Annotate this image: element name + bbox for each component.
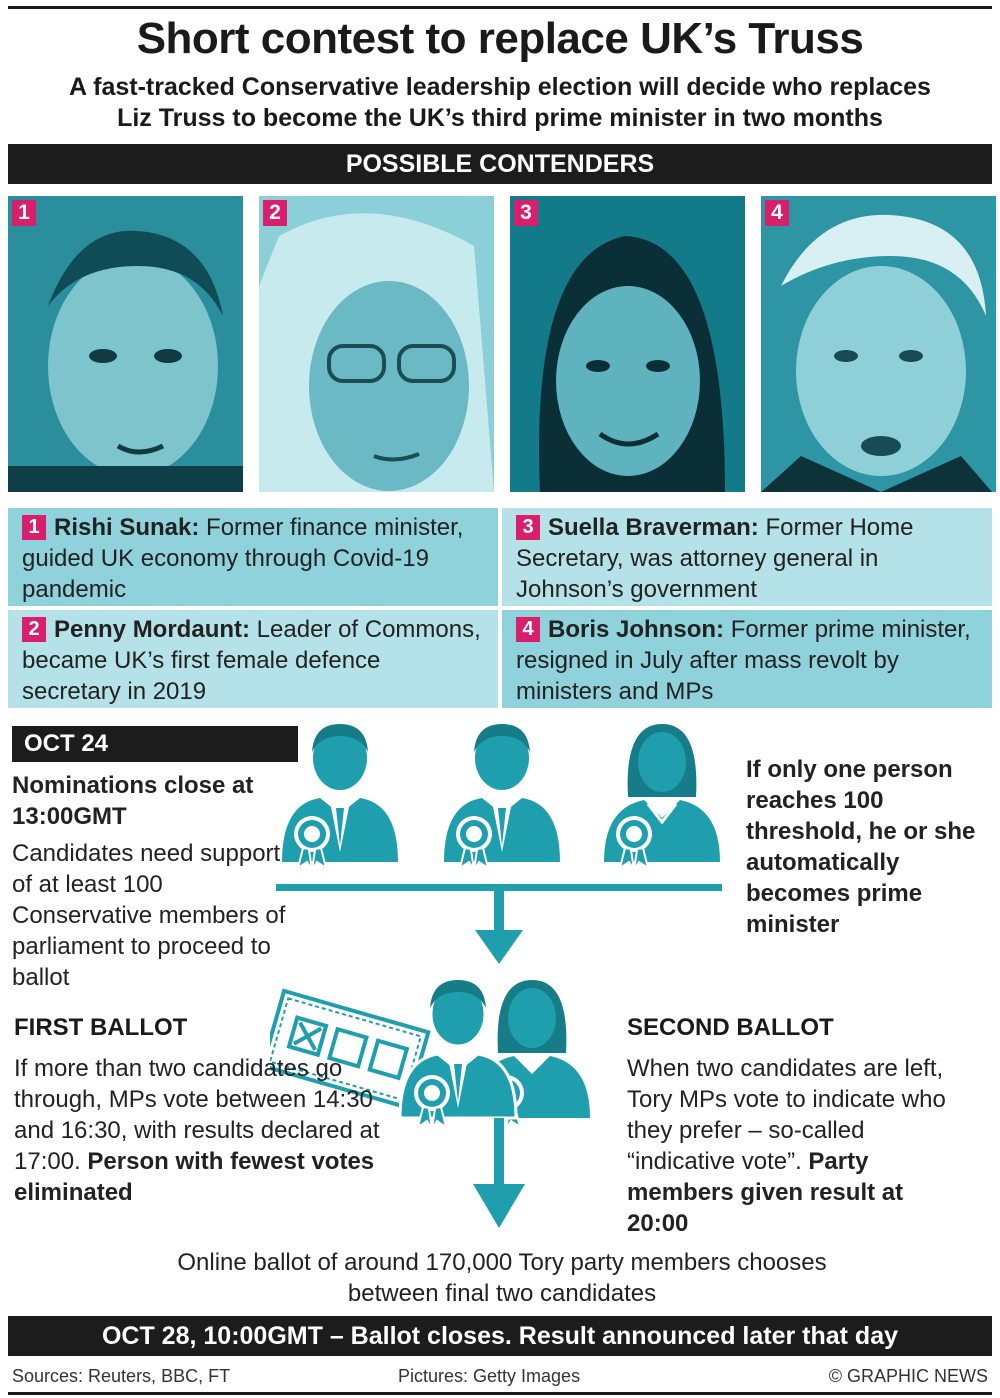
second-ballot-text: When two candidates are left, Tory MPs vote to indicate who they prefer – so-called “indicative vote”. bbox=[627, 1055, 946, 1175]
first-ballot-title: FIRST BALLOT bbox=[14, 1014, 188, 1041]
male-candidate-icon bbox=[282, 724, 398, 870]
female-candidate-icon bbox=[604, 724, 720, 870]
contender-number: 2 bbox=[22, 617, 46, 642]
closing-date-bar: OCT 28, 10:00GMT – Ballot closes. Result announced later that day bbox=[8, 1316, 992, 1356]
down-arrow-icon bbox=[473, 1118, 525, 1228]
threshold-text: If only one person reaches 100 threshold, he or she automatically becomes prime minister bbox=[746, 756, 976, 938]
photo-sunak bbox=[8, 196, 243, 492]
subtitle bbox=[10, 72, 990, 134]
contender-name: Penny Mordaunt: bbox=[54, 616, 250, 643]
bottom-rule bbox=[8, 1392, 992, 1395]
photo-number-2: 2 bbox=[263, 200, 287, 226]
sources: Sources: Reuters, BBC, FT bbox=[12, 1366, 231, 1386]
photo-number-3: 3 bbox=[514, 200, 538, 226]
contenders-header: POSSIBLE CONTENDERS bbox=[8, 144, 992, 184]
pictures-credit: Pictures: Getty Images bbox=[398, 1366, 581, 1386]
portrait-1-icon bbox=[8, 196, 243, 492]
second-ballot-title: SECOND BALLOT bbox=[627, 1014, 834, 1041]
contender-desc-2 bbox=[8, 610, 498, 708]
contender-number: 1 bbox=[22, 515, 46, 540]
subtitle-line-1: A fast-tracked Conservative leadership election will decide who replaces bbox=[69, 73, 931, 101]
contender-desc-3 bbox=[502, 508, 992, 606]
portrait-4-icon bbox=[761, 196, 992, 492]
first-ballot-text: If more than two candidates go through, MPs vote between 14:30 and 16:30, with results declared at 17:00. bbox=[14, 1055, 380, 1175]
portrait-3-icon bbox=[510, 196, 745, 492]
photo-johnson bbox=[761, 196, 996, 492]
second-ballot-block bbox=[627, 1053, 962, 1239]
photo-mordaunt bbox=[259, 196, 494, 492]
graphic-news-credit: © GRAPHIC NEWS bbox=[828, 1366, 988, 1386]
first-ballot-bold: Person with fewest votes eliminated bbox=[14, 1148, 375, 1206]
contender-desc-4 bbox=[502, 610, 992, 708]
photo-number-4: 4 bbox=[765, 200, 789, 226]
nominations-text: Candidates need support of at least 100 Conservative members of parliament to proceed to ballot bbox=[12, 840, 286, 991]
male-candidate-icon bbox=[444, 724, 560, 870]
down-arrow-icon bbox=[475, 891, 523, 964]
first-ballot-block bbox=[14, 1053, 394, 1208]
date-label-oct24: OCT 24 bbox=[12, 726, 298, 762]
contender-text: Former Home Secretary, was attorney general in Johnson’s government bbox=[516, 514, 914, 603]
contender-number: 3 bbox=[516, 515, 540, 540]
contender-name: Rishi Sunak: bbox=[54, 514, 200, 541]
contender-text: Former finance minister, guided UK economy through Covid-19 pandemic bbox=[22, 514, 464, 603]
contender-desc-1 bbox=[8, 508, 498, 606]
contender-text: Leader of Commons, became UK’s first female defence secretary in 2019 bbox=[22, 616, 481, 705]
photo-braverman bbox=[510, 196, 745, 492]
photo-number-1: 1 bbox=[12, 200, 36, 226]
contender-number: 4 bbox=[516, 617, 540, 642]
second-ballot-bold: Party members given result at 20:00 bbox=[627, 1148, 904, 1237]
top-rule bbox=[8, 6, 992, 9]
online-ballot-text: Online ballot of around 170,000 Tory party members chooses between final two candidates bbox=[177, 1249, 827, 1307]
contender-text: Former prime minister, resigned in July after mass revolt by ministers and MPs bbox=[516, 616, 971, 705]
page-title: Short contest to replace UK’s Truss bbox=[136, 14, 864, 63]
subtitle-line-2: Liz Truss to become the UK’s third prime minister in two months bbox=[117, 104, 883, 132]
contender-name: Suella Braverman: bbox=[548, 514, 759, 541]
contender-name: Boris Johnson: bbox=[548, 616, 725, 643]
portrait-2-icon bbox=[259, 196, 494, 492]
nominations-title: Nominations close at 13:00GMT bbox=[12, 772, 254, 830]
